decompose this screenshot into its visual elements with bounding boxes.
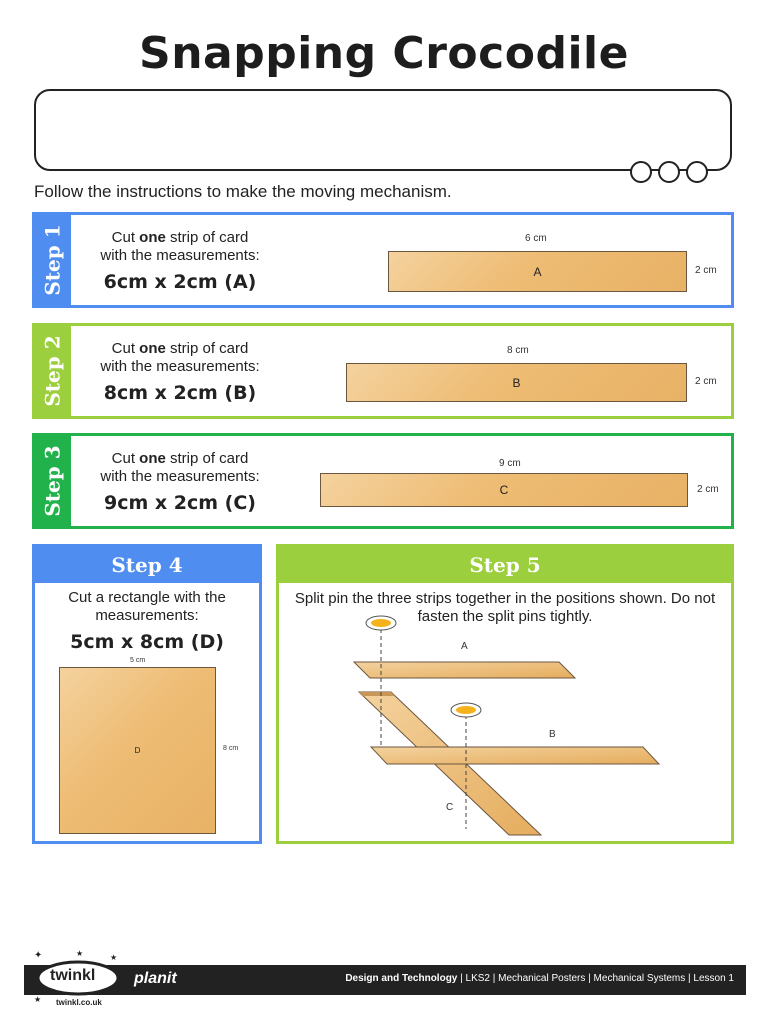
height-label: 2 cm — [695, 265, 717, 276]
strip-a: A — [388, 251, 687, 292]
step-1-tab — [35, 215, 71, 305]
step-4-measurement: 5cm x 8cm (D) — [70, 631, 224, 653]
step-3-line2: with the measurements: — [100, 468, 260, 485]
logo-url: twinkl.co.uk — [56, 998, 102, 1007]
step-2-label: Step 2 — [41, 335, 65, 407]
diagram-label-b: B — [549, 729, 556, 740]
step-4-line1: Cut a rectangle with the — [68, 589, 226, 606]
svg-text:★: ★ — [34, 995, 42, 1004]
step-5-panel — [276, 544, 734, 844]
diagram-strip-a — [354, 662, 575, 678]
rectangle-d: D — [59, 667, 216, 834]
step-3-panel — [32, 433, 734, 529]
svg-text:★: ★ — [76, 949, 84, 958]
step-4-line2: measurements: — [95, 607, 199, 624]
step-4-instructions — [35, 589, 259, 653]
width-label: 6 cm — [525, 233, 547, 244]
step-5-text: Split pin the three strips together in the positions shown. Do not fasten the split pins tightly. — [294, 590, 716, 625]
strip-c: C — [320, 473, 688, 507]
step-4-panel — [32, 544, 262, 844]
step-5-header: Step 5 — [279, 547, 731, 583]
split-pin-diagram — [279, 607, 731, 843]
step-1-line2: with the measurements: — [100, 247, 260, 264]
step-1-label: Step 1 — [41, 224, 65, 296]
height-label: 2 cm — [695, 376, 717, 387]
intro-text: Follow the instructions to make the moving mechanism. — [34, 182, 452, 201]
logo-text: twinkl — [50, 967, 96, 984]
height-label: 2 cm — [697, 484, 719, 495]
step-1-instructions: Cut one strip of card with the measurements: 6cm x 2cm (A) — [85, 229, 275, 293]
step-2-measurement: 8cm x 2cm (B) — [103, 382, 257, 404]
overlap-shadow — [359, 692, 395, 696]
circle-icon — [658, 161, 680, 183]
step-3-tab — [35, 436, 71, 526]
step-3-label: Step 3 — [41, 445, 65, 517]
split-pin-head-icon — [371, 619, 391, 627]
step-3-instructions: Cut one strip of card with the measurements: 9cm x 2cm (C) — [85, 450, 275, 514]
height-label: 8 cm — [223, 745, 239, 752]
svg-text:✦: ✦ — [34, 950, 43, 961]
split-pin-head-icon — [456, 706, 476, 714]
step-2-tab — [35, 326, 71, 416]
page-title: Snapping Crocodile — [139, 28, 629, 79]
step-4-header: Step 4 — [35, 547, 259, 583]
circle-icon — [630, 161, 652, 183]
step-2-line2: with the measurements: — [100, 358, 260, 375]
circle-icon — [686, 161, 708, 183]
planit-logo: planit — [134, 970, 177, 987]
step-2-instructions: Cut one strip of card with the measurements: 8cm x 2cm (B) — [85, 340, 275, 404]
diagram-strip-b — [371, 747, 659, 764]
width-label: 9 cm — [499, 458, 521, 469]
step-1-panel — [32, 212, 734, 308]
diagram-label-a: A — [461, 641, 468, 652]
step-2-panel — [32, 323, 734, 419]
diagram-label-c: C — [446, 802, 454, 813]
width-label: 8 cm — [507, 345, 529, 356]
strip-b: B — [346, 363, 687, 402]
footer-text: Design and Technology | LKS2 | Mechanical Posters | Mechanical Systems | Lesson 1 — [345, 973, 734, 984]
width-label: 5 cm — [130, 657, 146, 664]
step-3-measurement: 9cm x 2cm (C) — [104, 492, 256, 514]
svg-text:★: ★ — [110, 953, 118, 962]
footer-bar — [24, 965, 746, 995]
step-1-measurement: 6cm x 2cm (A) — [103, 271, 257, 293]
name-box[interactable] — [34, 89, 732, 171]
twinkl-logo[interactable] — [28, 948, 124, 1008]
